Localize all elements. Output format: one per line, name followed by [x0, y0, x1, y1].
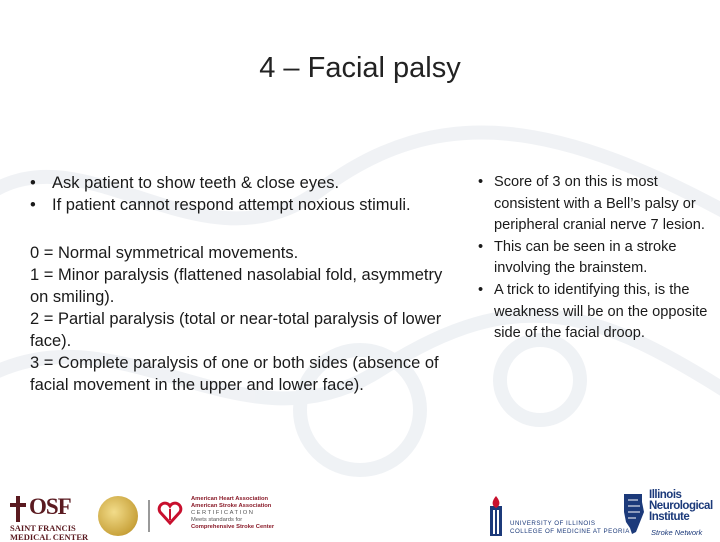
notes-list: [470, 172, 710, 345]
score-scale: [30, 242, 460, 396]
instruction-item: • If patient cannot respond attempt noxious stimuli.: [30, 194, 460, 216]
osf-cross-icon: [10, 496, 26, 522]
aha-sub: Comprehensive Stroke Center: [191, 524, 275, 530]
gold-seal-icon: [98, 496, 138, 536]
osf-name: [10, 524, 90, 542]
uic-text: [510, 520, 630, 536]
illinois-map-icon: [622, 492, 646, 536]
uic-logo: [488, 494, 630, 538]
score-item: 0 = Normal symmetrical movements.: [30, 244, 299, 262]
slide-title: 4 – Facial palsy: [259, 52, 461, 84]
note-item: • A trick to identifying this, is the weakness will be on the opposite side of the facial droop.: [470, 280, 710, 345]
aha-sub: Meets standards for: [191, 517, 243, 523]
aha-line: American Stroke Association: [191, 503, 272, 509]
heart-torch-icon: [157, 500, 183, 526]
osf-wordmark: OSF: [29, 494, 71, 519]
score-item: 1 = Minor paralysis (flattened nasolabial fold, asymmetry on smiling).: [30, 266, 443, 306]
ini-line: Illinois: [649, 489, 682, 501]
footer-divider: [148, 500, 150, 532]
notes-column: [470, 172, 710, 345]
instruction-list: [30, 172, 460, 216]
note-item: • Score of 3 on this is most consistent with a Bell’s palsy or peripheral cranial nerve 7 lesion.: [470, 172, 710, 237]
uic-flame-icon: [488, 496, 504, 536]
score-item: 2 = Partial paralysis (total or near-total paralysis of lower face).: [30, 310, 442, 350]
ini-subtitle: Stroke Network: [651, 528, 703, 537]
uic-line: COLLEGE OF MEDICINE AT PEORIA: [510, 528, 630, 535]
instruction-item: • Ask patient to show teeth & close eyes.: [30, 172, 460, 194]
ini-wordmark: [649, 490, 713, 523]
score-item: 3 = Complete paralysis of one or both sides (absence of facial movement in the upper and lower face).: [30, 354, 439, 394]
aha-cert: CERTIFICATION: [191, 510, 255, 516]
aha-line: American Heart Association: [191, 496, 269, 502]
footer-logos: [0, 486, 720, 540]
ini-line: Institute: [649, 511, 690, 523]
ini-line: Neurological: [649, 500, 713, 512]
note-item: • This can be seen in a stroke involving the brainstem.: [470, 237, 710, 280]
osf-name-line: SAINT FRANCIS: [10, 523, 76, 533]
uic-line: UNIVERSITY OF ILLINOIS: [510, 520, 596, 527]
osf-name-line: MEDICAL CENTER: [10, 532, 89, 542]
osf-logo: [10, 494, 90, 542]
instructions-column: [30, 172, 460, 396]
ini-logo: [622, 488, 718, 538]
aha-certification-text: [191, 496, 301, 531]
